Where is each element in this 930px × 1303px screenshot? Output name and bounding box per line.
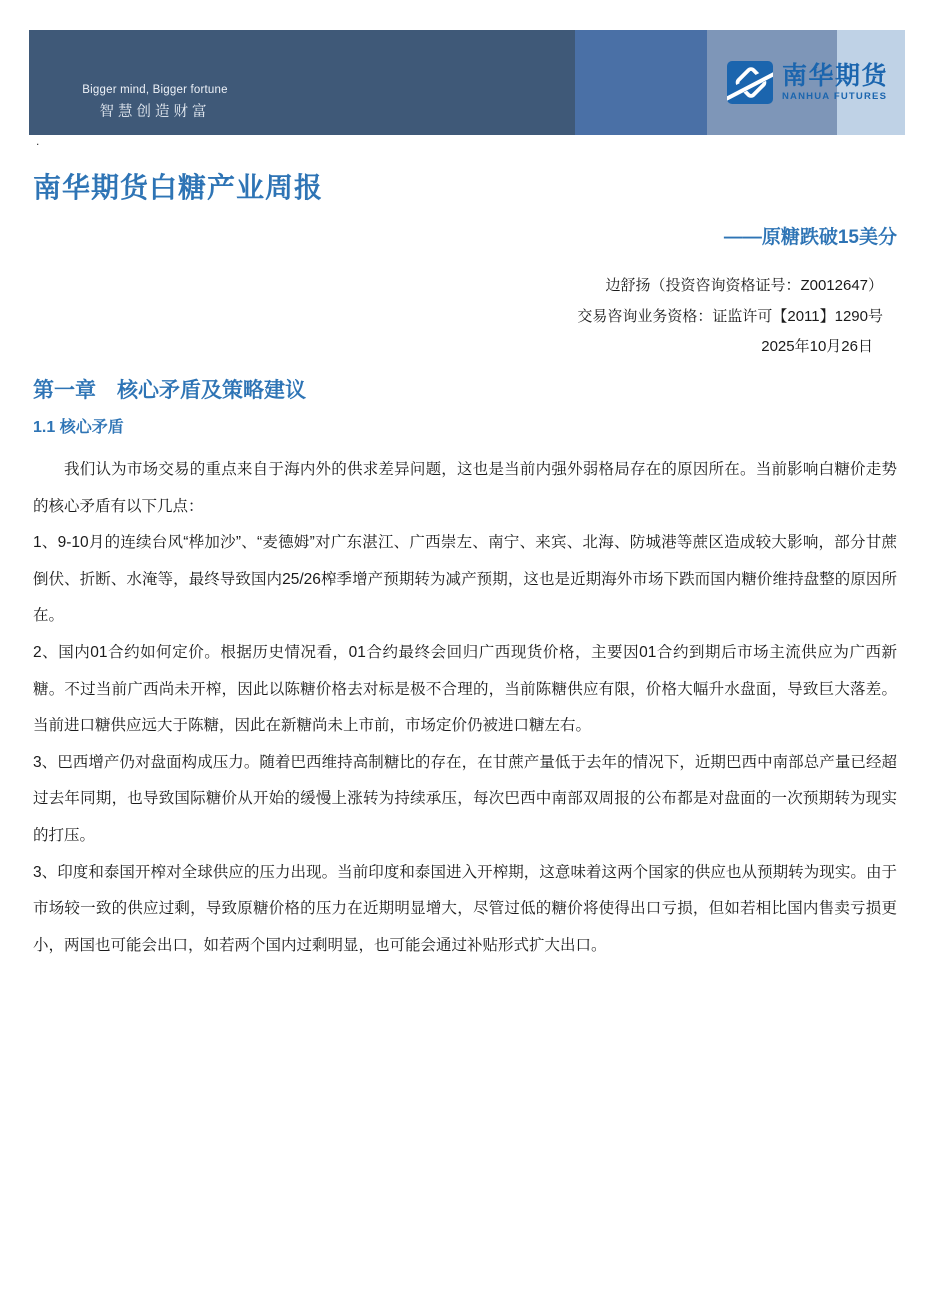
- logo-wordmark: [782, 61, 888, 102]
- brand-slogan: [43, 84, 267, 121]
- report-title: 南华期货白糖产业周报: [33, 172, 324, 203]
- report-body: [33, 452, 897, 964]
- report-date: 2025年10月26日: [761, 338, 873, 355]
- logo-name-chinese: 南华期货: [782, 62, 889, 90]
- nanhua-diamond-icon: [727, 61, 773, 104]
- paragraph-typhoon: 1、9-10月的连续台风“桦加沙”、“麦德姆”对广东湛江、广西崇左、南宁、来宾、北海、防城港等蔗区造成较大影响，部分甘蔗倒伏、折断、水淹等，最终导致国内25/26榨季增产预期转为减产预期，这也是近期海外市场下跌而国内糖价维持盘整的原因所在。: [33, 534, 897, 625]
- report-meta: [577, 271, 883, 363]
- logo-name-english: NANHUA FUTURES: [782, 91, 888, 103]
- paragraph-brazil: 3、巴西增产仍对盘面构成压力。随着巴西维持高制糖比的存在，在甘蔗产量低于去年的情况下，近期巴西中南部总产量已经超过去年同期，也导致国际糖价从开始的缓慢上涨转为持续承压，每次巴西中南部双周报的公布都是对盘面的一次预期转为现实的打压。: [33, 753, 897, 844]
- report-subtitle: ——原糖跌破15美分: [723, 227, 897, 248]
- slogan-english: Bigger mind, Bigger fortune: [82, 84, 228, 96]
- slogan-chinese: 智慧创造财富: [99, 104, 211, 120]
- paragraph-intro: 我们认为市场交易的重点来自于海内外的供求差异问题，这也是当前内强外弱格局存在的原因所在。当前影响白糖价走势的核心矛盾有以下几点：: [33, 461, 897, 515]
- section-heading: 1.1 核心矛盾: [33, 419, 124, 436]
- paragraph-india-thailand: 3、印度和泰国开榨对全球供应的压力出现。当前印度和泰国进入开榨期，这意味着这两个国家的供应也从预期转为现实。由于市场较一致的供应过剩，导致原糖价格的压力在近期明显增大，尽管过低的糖价将使得出口亏损，但如若相比国内售卖亏损更小，两国也可能会出口，如若两个国内过剩明显，也可能会通过补贴形式扩大出口。: [33, 863, 897, 954]
- chapter-heading: 第一章 核心矛盾及策略建议: [33, 379, 306, 402]
- nanhua-futures-logo: [727, 61, 888, 104]
- paragraph-contract-pricing: 2、国内01合约如何定价。根据历史情况看，01合约最终会回归广西现货价格，主要因01合约到期后市场主流供应为广西新糖。不过当前广西尚未开榨，因此以陈糖价格去对标是极不合理的，当前陈糖供应有限，价格大幅升水盘面，导致巨大落差。当前进口糖供应远大于陈糖，因此在新糖尚未上市前，市场定价仍被进口糖左右。: [33, 643, 897, 735]
- brand-banner: [29, 30, 905, 135]
- stray-dot: .: [36, 134, 40, 148]
- qualification-line: 交易咨询业务资格：证监许可【2011】1290号: [577, 307, 883, 325]
- banner-band-medium: [575, 30, 707, 135]
- author-line: 边舒扬（投资咨询资格证号：Z0012647）: [605, 277, 883, 294]
